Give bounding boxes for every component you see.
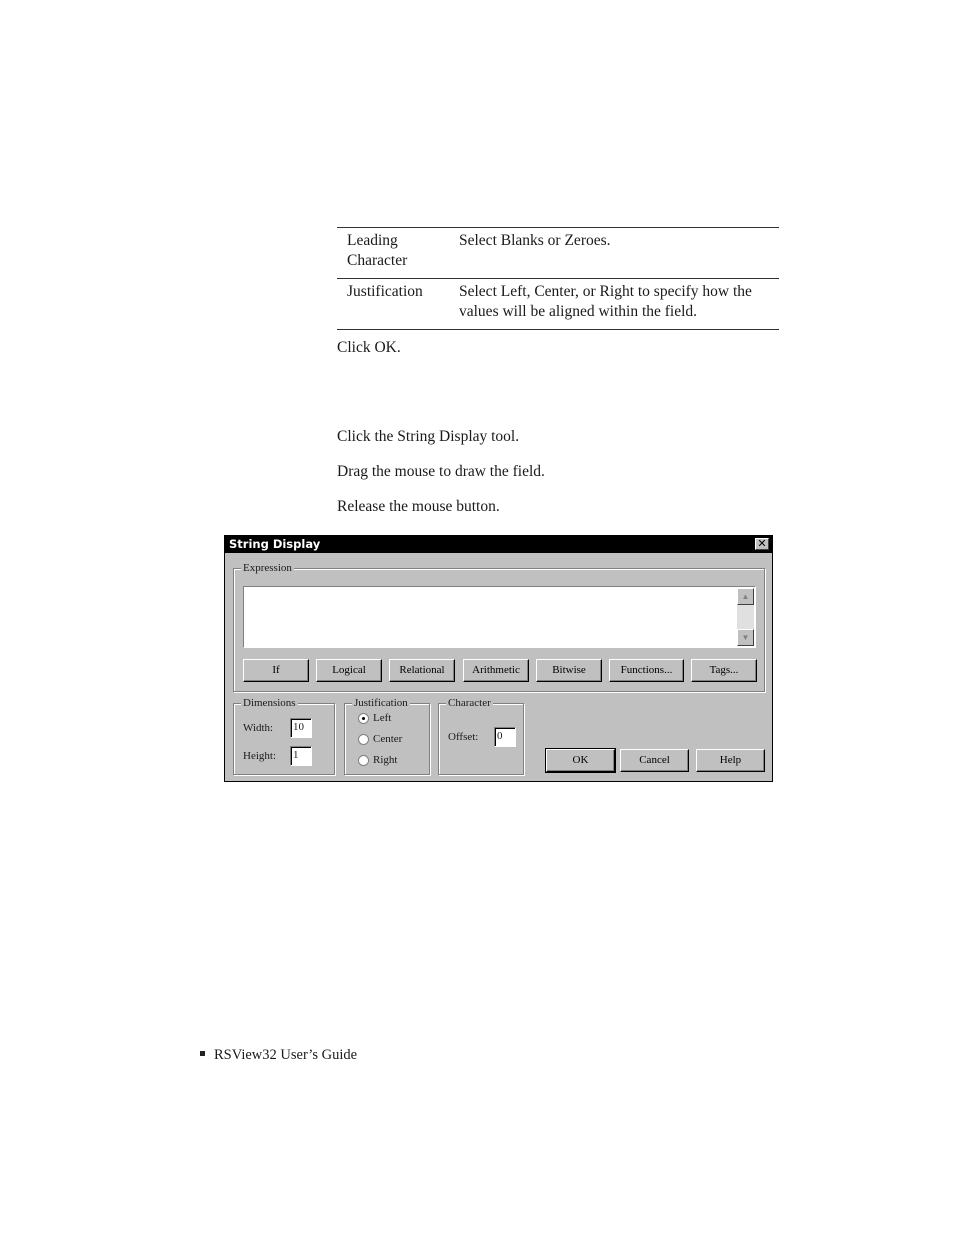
radio-right-label[interactable]: Right — [373, 754, 398, 766]
help-button[interactable]: Help — [696, 749, 765, 772]
scroll-down-button[interactable] — [737, 629, 754, 646]
bitwise-button[interactable]: Bitwise — [536, 659, 602, 682]
offset-field[interactable]: 0 — [494, 727, 516, 747]
step-release: Release the mouse button. — [337, 498, 500, 515]
height-field[interactable]: 1 — [290, 746, 312, 766]
dimensions-group — [233, 697, 335, 775]
term-leading-character: Leading Character — [347, 232, 408, 269]
width-field[interactable]: 10 — [290, 718, 312, 738]
step-drag: Drag the mouse to draw the field. — [337, 463, 545, 480]
character-label: Character — [448, 697, 491, 709]
arrow-down-icon: ▼ — [741, 633, 750, 642]
step-click-tool: Click the String Display tool. — [337, 428, 520, 445]
radio-right[interactable] — [358, 755, 369, 766]
radio-center-label[interactable]: Center — [373, 733, 403, 745]
ok-button[interactable]: OK — [546, 749, 615, 772]
close-button[interactable] — [755, 538, 769, 550]
radio-left-label[interactable]: Left — [373, 712, 392, 724]
term-justification: Justification — [347, 283, 423, 300]
step-click-ok: Click OK. — [337, 339, 401, 356]
definition-table — [337, 227, 779, 330]
dialog-title-bar — [225, 536, 772, 553]
bullet-icon — [200, 1051, 205, 1056]
close-icon: ✕ — [757, 537, 767, 550]
cancel-button[interactable]: Cancel — [620, 749, 689, 772]
footer-text: RSView32 User’s Guide — [214, 1047, 358, 1063]
offset-label: Offset: — [448, 731, 479, 743]
width-label: Width: — [243, 722, 274, 734]
page-footer — [200, 1047, 357, 1064]
expression-scrollbar[interactable] — [737, 588, 754, 646]
height-label: Height: — [243, 750, 276, 762]
expression-textarea[interactable] — [243, 586, 756, 648]
tags-button[interactable]: Tags... — [691, 659, 757, 682]
scroll-up-button[interactable] — [737, 588, 754, 605]
table-row — [337, 279, 779, 330]
if-button[interactable]: If — [243, 659, 309, 682]
arrow-up-icon: ▲ — [741, 592, 750, 601]
dialog-title: String Display — [229, 537, 321, 551]
dimensions-label: Dimensions — [243, 697, 296, 709]
radio-left[interactable] — [358, 713, 369, 724]
expression-label: Expression — [243, 562, 292, 574]
justification-label: Justification — [354, 697, 408, 709]
relational-button[interactable]: Relational — [389, 659, 455, 682]
radio-center[interactable] — [358, 734, 369, 745]
arithmetic-button[interactable]: Arithmetic — [463, 659, 529, 682]
desc-justification: Select Left, Center, or Right to specify how the values will be aligned within the field. — [459, 283, 752, 320]
table-row — [337, 228, 779, 279]
logical-button[interactable]: Logical — [316, 659, 382, 682]
desc-leading-character: Select Blanks or Zeroes. — [459, 232, 611, 249]
functions-button[interactable]: Functions... — [609, 659, 684, 682]
